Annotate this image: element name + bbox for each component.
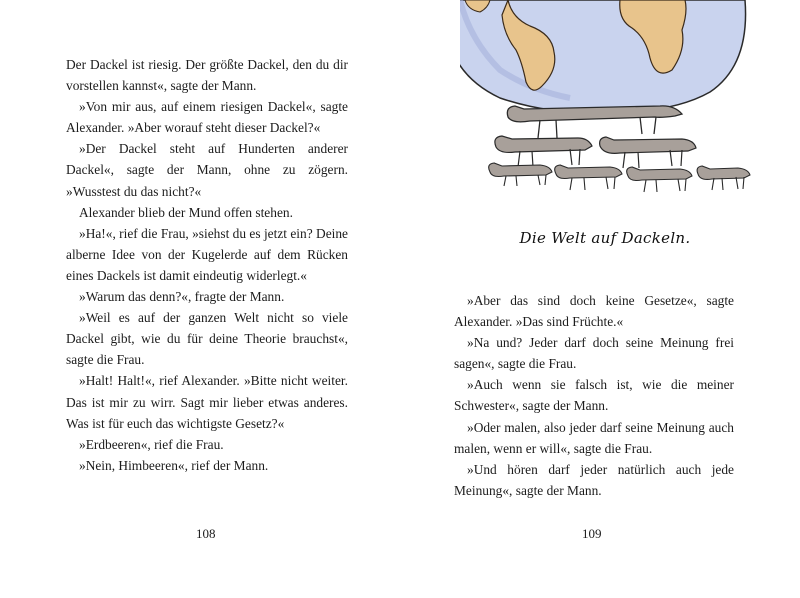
globe-on-dachshunds-illustration (460, 0, 760, 200)
paragraph: »Nein, Himbeeren«, rief der Mann. (79, 457, 269, 473)
paragraph: »Von mir aus, auf einem riesigen Dackel«, sagte Alexander. »Aber worauf steht dieser Dackel?« (66, 99, 348, 136)
paragraph: »Ha!«, rief die Frau, »siehst du es jetzt ein? Deine alberne Idee von der Kugelerde auf dem Rücken eines Dackels ist damit eindeutig widerlegt.« (66, 225, 348, 283)
paragraph: »Der Dackel steht auf Hunderten anderer Dackel«, sagte der Mann, ohne zu zögern. »Wusstest du das nicht?« (66, 141, 348, 199)
page-number-left: 108 (196, 526, 216, 541)
page-number-right: 109 (582, 526, 602, 541)
right-page-text (454, 290, 734, 501)
paragraph: »Halt! Halt!«, rief Alexander. »Bitte nicht weiter. Das ist mir zu wirr. Sagt mir lieber etwas anderes. Was ist für euch das wichtigste Gesetz?« (66, 373, 348, 431)
left-page-text (66, 54, 348, 476)
paragraph: »Weil es auf der ganzen Welt nicht so viele Dackel gibt, wie du für deine Theorie brauchst«, sagte die Frau. (66, 310, 348, 368)
dachshund-row-bottom (489, 163, 750, 192)
dachshund-top (507, 106, 682, 138)
paragraph: »Warum das denn?«, fragte der Mann. (79, 289, 285, 305)
paragraph: Der Dackel ist riesig. Der größte Dackel, den du dir vorstellen kannst«, sagte der Mann. (66, 57, 348, 94)
paragraph: »Und hören darf jeder natürlich auch jede Meinung«, sagte der Mann. (454, 461, 734, 498)
paragraph: »Auch wenn sie falsch ist, wie die meiner Schwester«, sagte der Mann. (454, 377, 734, 414)
paragraph: »Na und? Jeder darf doch seine Meinung frei sagen«, sagte die Frau. (454, 335, 734, 372)
paragraph: Alexander blieb der Mund offen stehen. (79, 204, 293, 220)
illustration-caption: Die Welt auf Dackeln. (519, 229, 691, 247)
paragraph: »Erdbeeren«, rief die Frau. (79, 436, 224, 452)
paragraph: »Oder malen, also jeder darf seine Meinung auch malen, wenn er will«, sagte die Frau. (454, 419, 734, 456)
dachshund-row-middle (495, 136, 696, 168)
paragraph: »Aber das sind doch keine Gesetze«, sagte Alexander. »Das sind Früchte.« (454, 293, 734, 330)
